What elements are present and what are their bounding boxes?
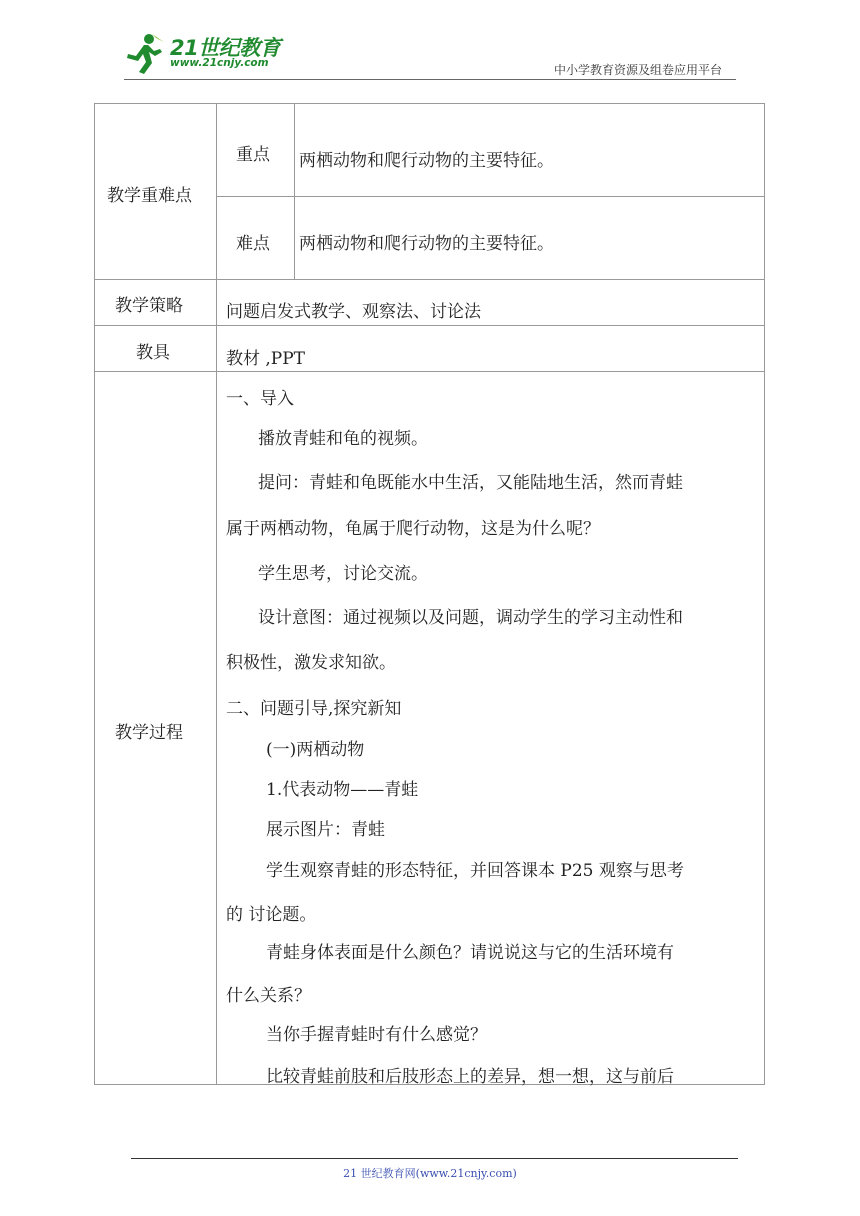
row-divider [95,325,765,326]
process-line: 学生思考，讨论交流。 [258,564,428,584]
key-difficult-label: 教学重难点 [107,186,192,206]
process-line: 当你手握青蛙时有什么感觉？ [266,1025,487,1045]
process-line: 什么关系？ [226,986,311,1006]
platform-title: 中小学教育资源及组卷应用平台 [553,63,722,77]
strategy-label: 教学策略 [115,296,183,316]
process-line: 播放青蛙和龟的视频。 [258,429,428,449]
strategy-text: 问题启发式教学、观察法、讨论法 [226,302,481,322]
process-line: 提问：青蛙和龟既能水中生活，又能陆地生活，然而青蛙 [258,473,683,493]
focus-label: 重点 [236,145,270,165]
footer-link[interactable]: 21 世纪教育网(www.21cnjy.com) [343,1167,517,1180]
process-label: 教学过程 [115,723,183,743]
column-divider [216,104,217,1085]
runner-icon [122,32,166,76]
process-line: (一)两栖动物 [266,740,365,760]
row-divider [95,279,765,280]
process-line: 1.代表动物——青蛙 [266,780,419,800]
lesson-table [94,103,765,1085]
process-line: 展示图片：青蛙 [266,820,385,840]
process-line: 的 讨论题。 [226,905,317,925]
process-line: 青蛙身体表面是什么颜色？请说说这与它的生活环境有 [266,943,674,963]
process-line: 二、问题引导,探究新知 [226,699,402,719]
process-line: 比较青蛙前肢和后肢形态上的差异，想一想，这与前后 [266,1067,674,1087]
logo-text: 21世纪教育 [170,36,281,60]
footer-divider [131,1158,738,1159]
focus-text: 两栖动物和爬行动物的主要特征。 [299,151,554,171]
process-line: 设计意图：通过视频以及问题，调动学生的学习主动性和 [258,608,683,628]
row-divider [216,196,765,197]
site-logo[interactable] [122,32,292,80]
process-line: 积极性，激发求知欲。 [226,653,396,673]
difficulty-text: 两栖动物和爬行动物的主要特征。 [299,234,554,254]
tools-label: 教具 [136,343,170,363]
tools-text: 教材 ,PPT [226,349,306,369]
row-divider [95,371,765,372]
difficulty-label: 难点 [236,234,270,254]
process-line: 属于两栖动物，龟属于爬行动物，这是为什么呢？ [226,519,600,539]
logo-url: www.21cnjy.com [170,57,269,69]
header-divider [124,79,736,80]
process-line: 学生观察青蛙的形态特征，并回答课本 P25 观察与思考 [266,861,684,881]
process-line: 一、导入 [226,389,294,409]
sub-column-divider [294,104,295,280]
page-header [0,0,860,80]
